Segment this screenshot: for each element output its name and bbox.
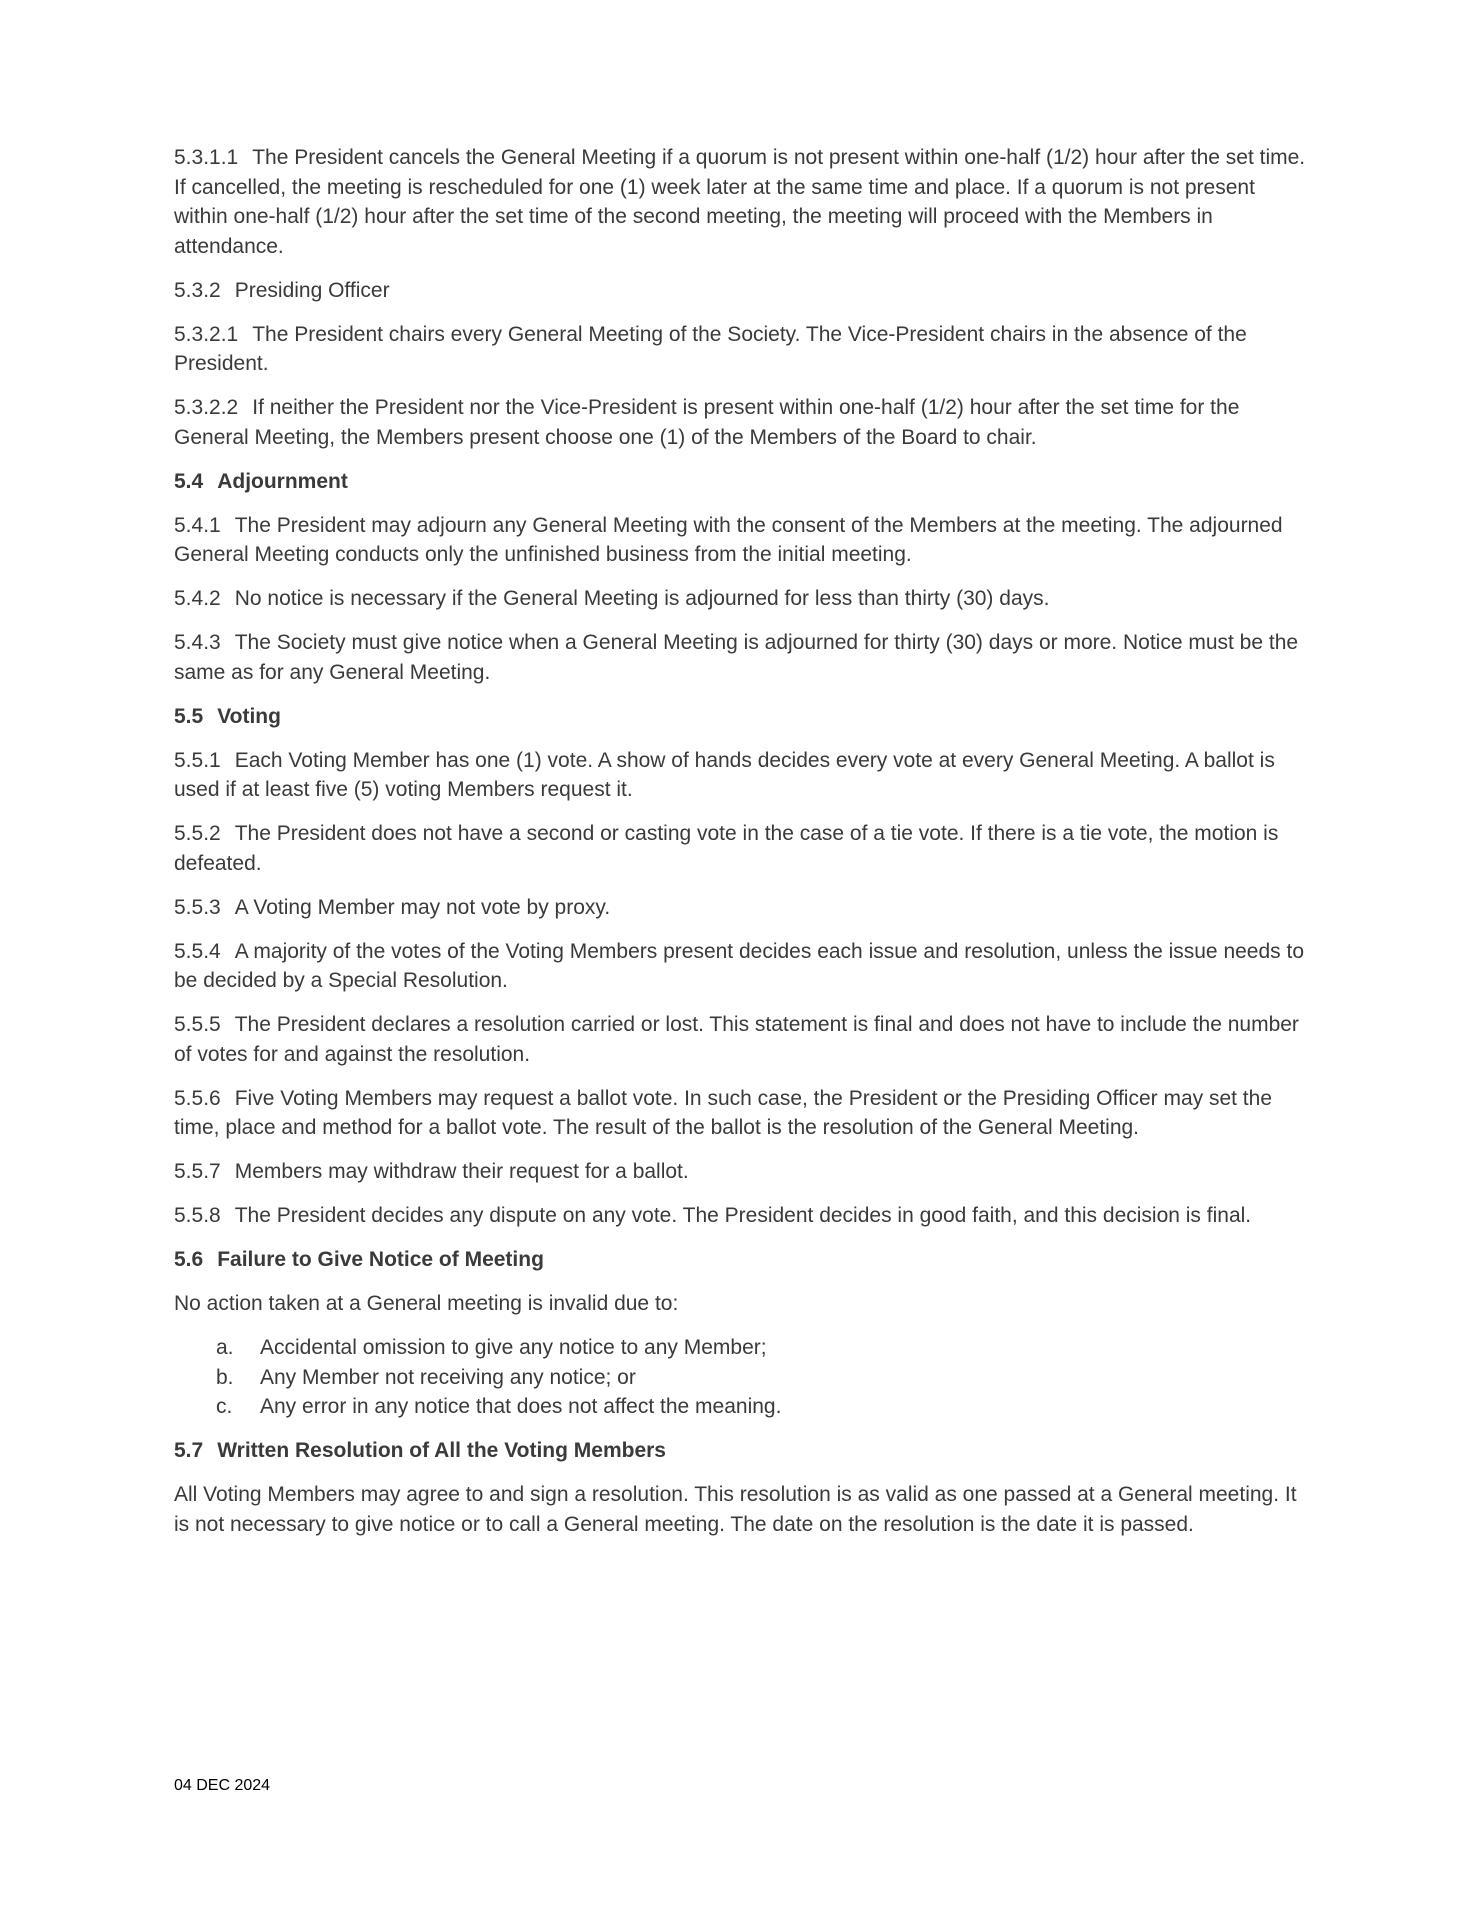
clause-text: The President does not have a second or casting vote in the case of a tie vote. If there is a tie vote, the motion is defeated. [174, 822, 1279, 875]
clause-5-5-6 [174, 1084, 1314, 1143]
clause-text: A Voting Member may not vote by proxy. [234, 895, 611, 919]
clause-5-4-1 [174, 511, 1314, 570]
clause-text: No action taken at a General meeting is invalid due to: [174, 1292, 679, 1315]
clause-5-4-3 [174, 628, 1314, 687]
clause-number: 5.3.2.2 [174, 396, 239, 419]
section-title: Adjournment [217, 469, 348, 493]
clause-text: The President cancels the General Meeting if a quorum is not present within one-half (1/2) hour after the set time. If cancelled, the meeting is rescheduled for one (1) week later at the same time and place. If a quorum is not present within one-half (1/2) hour after the set time of the second meeting, the meeting will proceed with the Members in attendance. [174, 146, 1306, 258]
section-number: 5.6 [174, 1248, 204, 1271]
list-marker: c. [216, 1395, 233, 1418]
clause-5-5-3 [174, 893, 1314, 923]
list-item [174, 1333, 1314, 1363]
section-heading-5-7 [174, 1436, 1314, 1466]
clause-text: Members may withdraw their request for a ballot. [234, 1160, 689, 1183]
clause-text: The President decides any dispute on any vote. The President decides in good faith, and this decision is final. [234, 1204, 1252, 1227]
section-number: 5.5 [174, 704, 204, 728]
clause-number: 5.3.2 [174, 278, 221, 302]
clause-5-3-2-2 [174, 393, 1314, 452]
list-marker: b. [216, 1365, 234, 1389]
clause-number: 5.5.4 [174, 939, 221, 963]
notice-failure-list [174, 1333, 1314, 1422]
clause-text: The President declares a resolution carried or lost. This statement is final and does not have to include the number of votes for and against the resolution. [174, 1013, 1299, 1066]
clause-number: 5.5.2 [174, 822, 221, 845]
clause-5-5-2 [174, 819, 1314, 878]
section-5-6-intro [174, 1289, 1314, 1319]
clause-text: The President chairs every General Meeting of the Society. The Vice-President chairs in the absence of the President. [174, 322, 1247, 375]
clause-text: If neither the President nor the Vice-President is present within one-half (1/2) hour after the set time for the General Meeting, the Members present choose one (1) of the Members of the Board to chair. [174, 396, 1240, 449]
list-item [174, 1363, 1314, 1393]
clause-number: 5.4.1 [174, 513, 221, 537]
clause-5-5-1 [174, 746, 1314, 805]
clause-text: The President may adjourn any General Meeting with the consent of the Members at the meeting. The adjourned General Meeting conducts only the unfinished business from the initial meeting. [174, 513, 1283, 566]
list-item-text: Any error in any notice that does not affect the meaning. [260, 1395, 782, 1418]
clause-text: All Voting Members may agree to and sign a resolution. This resolution is as valid as one passed at a General meeting. It is not necessary to give notice or to call a General meeting. The date on the resolution is the date it is passed. [174, 1483, 1297, 1536]
clause-5-5-5 [174, 1010, 1314, 1069]
section-title: Failure to Give Notice of Meeting [217, 1248, 544, 1271]
list-item-text: Any Member not receiving any notice; or [260, 1365, 636, 1389]
clause-number: 5.5.8 [174, 1204, 221, 1227]
section-title: Written Resolution of All the Voting Members [217, 1439, 666, 1462]
clause-number: 5.3.1.1 [174, 146, 239, 169]
list-marker: a. [216, 1336, 234, 1359]
section-heading-5-4 [174, 467, 1314, 497]
clause-number: 5.4.2 [174, 587, 221, 610]
list-item-text: Accidental omission to give any notice to any Member; [260, 1336, 767, 1359]
clause-5-5-8 [174, 1201, 1314, 1231]
clause-5-5-7 [174, 1157, 1314, 1187]
list-item [174, 1392, 1314, 1422]
clause-5-4-2 [174, 584, 1314, 614]
clause-text: The Society must give notice when a General Meeting is adjourned for thirty (30) days or more. Notice must be the same as for any General Meeting. [174, 631, 1299, 684]
section-5-7-body [174, 1480, 1314, 1539]
clause-number: 5.5.3 [174, 895, 221, 919]
clause-text: Five Voting Members may request a ballot vote. In such case, the President or the Presiding Officer may set the time, place and method for a ballot vote. The result of the ballot is the resolution of the General Meeting. [174, 1086, 1273, 1139]
clause-text: A majority of the votes of the Voting Members present decides each issue and resolution, unless the issue needs to be decided by a Special Resolution. [174, 939, 1305, 992]
section-heading-5-5 [174, 702, 1314, 732]
clause-text: Each Voting Member has one (1) vote. A show of hands decides every vote at every General Meeting. A ballot is used if at least five (5) voting Members request it. [174, 748, 1275, 801]
clause-number: 5.4.3 [174, 631, 221, 654]
clause-number: 5.5.5 [174, 1013, 221, 1036]
clause-number: 5.3.2.1 [174, 322, 239, 346]
clause-text: Presiding Officer [234, 278, 390, 302]
document-body [174, 143, 1314, 1554]
clause-5-3-1-1 [174, 143, 1314, 261]
section-title: Voting [217, 704, 281, 728]
section-heading-5-6 [174, 1245, 1314, 1275]
clause-number: 5.5.6 [174, 1086, 221, 1110]
clause-number: 5.5.7 [174, 1160, 221, 1183]
footer-date: 04 DEC 2024 [174, 1777, 271, 1794]
clause-text: No notice is necessary if the General Meeting is adjourned for less than thirty (30) days. [234, 587, 1050, 610]
clause-5-3-2 [174, 276, 1314, 306]
clause-number: 5.5.1 [174, 748, 221, 772]
clause-5-3-2-1 [174, 320, 1314, 379]
section-number: 5.7 [174, 1439, 204, 1462]
section-number: 5.4 [174, 469, 204, 493]
clause-5-5-4 [174, 937, 1314, 996]
